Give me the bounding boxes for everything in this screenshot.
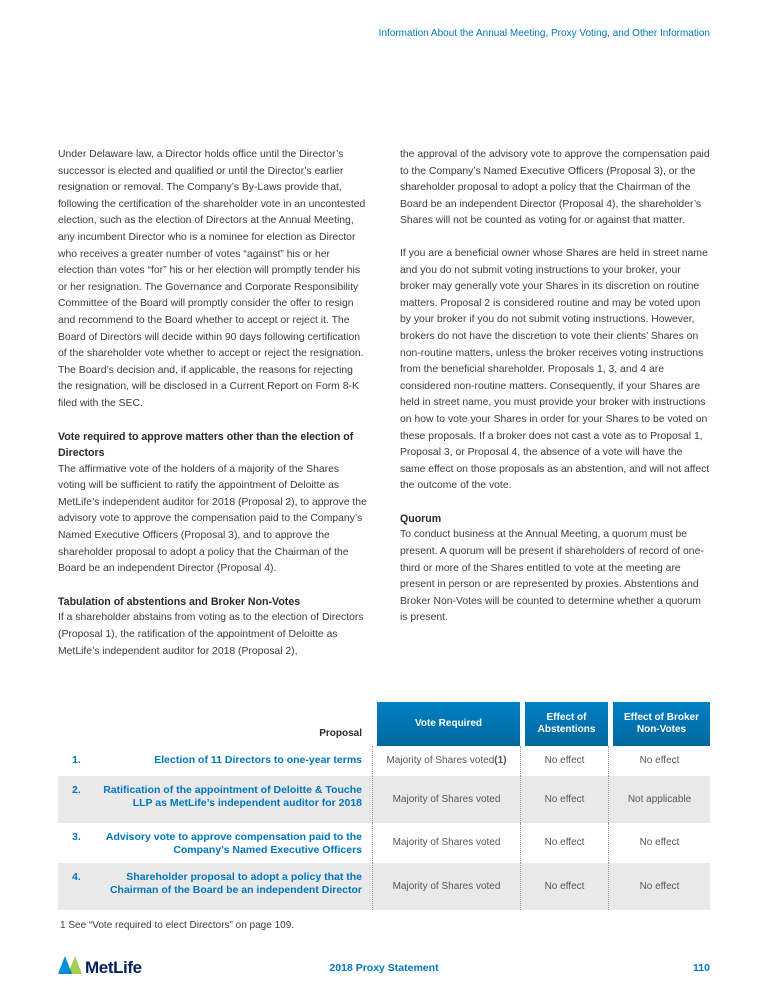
broker-non-votes-cell: No effect — [608, 823, 710, 863]
proposal-title: Shareholder proposal to adopt a policy that the Chairman of the Board be an independent Director — [109, 871, 362, 896]
proposals-table — [58, 702, 710, 931]
vote-required-cell: Majority of Shares voted(1) — [372, 746, 520, 776]
abstentions-cell: No effect — [520, 823, 608, 863]
column-header-proposal: Proposal — [319, 728, 362, 739]
body-paragraph: the approval of the advisory vote to approve the compensation paid to the Company’s Named Executive Officers (Proposal 3), or the shareholder proposal to adopt a policy that the Chairman of the Board be an independent Director (Proposal 4), the shareholder’s Shares will not be counted as voting for or against that matter. — [400, 149, 710, 227]
metlife-wordmark: MetLife — [85, 957, 142, 977]
body-paragraph: If a shareholder abstains from voting as to the election of Directors (Proposal 1), the ratification of the appointment of Deloitte as MetLife’s independent auditor for 2018 (Proposal 2), — [58, 612, 364, 657]
body-paragraph: To conduct business at the Annual Meeting, a quorum must be present. A quorum will be present if shareholders of record of one-third or more of the Shares entitled to vote at the meeting are present in person or are represented by proxies. Abstentions and Broker Non-Votes will be counted to determine whether a quorum is present. — [400, 529, 704, 624]
section-heading-tabulation: Tabulation of abstentions and Broker Non-Votes — [58, 595, 301, 608]
vote-required-cell: Majority of Shares voted — [372, 823, 520, 863]
broker-non-votes-cell: Not applicable — [608, 776, 710, 823]
proposal-number: 3. — [72, 831, 81, 843]
table-header-row — [58, 702, 710, 746]
column-header-effect-broker-non-votes: Effect of Broker Non-Votes — [613, 702, 710, 746]
abstentions-cell: No effect — [520, 746, 608, 776]
body-columns — [58, 147, 710, 676]
vote-required-cell: Majority of Shares voted — [372, 863, 520, 910]
proposal-title: Election of 11 Directors to one-year terms — [154, 754, 362, 766]
table-row — [58, 746, 710, 776]
proposal-number: 4. — [72, 871, 81, 883]
proposal-number: 2. — [72, 784, 81, 796]
vote-required-cell: Majority of Shares voted — [372, 776, 520, 823]
body-paragraph: If you are a beneficial owner whose Shares are held in street name and you do not submit voting instructions to your broker, your broker may generally vote your Shares in its discretion on routine matters. Proposal 2 is considered routine and may be voted upon by your broker if you do not submit voting instructions. However, brokers do not have the discretion to vote their clients’ Shares on non-routine matters, unless the broker receives voting instructions from the beneficial shareholder. Proposals 1, 3, and 4 are considered non-routine matters. Consequently, if your Shares are held in street name, you must provide your broker with instructions on how to vote your Shares in order for your Shares to be voted on these proposals. If a broker does not cast a vote as to Proposal 1, Proposal 3, or Proposal 4, the absence of a vote will have the same effect on those proposals as an abstention, and will not affect the outcome of the vote. — [400, 247, 710, 492]
table-row — [58, 863, 710, 910]
abstentions-cell: No effect — [520, 776, 608, 823]
right-column — [400, 147, 710, 676]
table-footnote: 1 See “Vote required to elect Directors” on page 109. — [60, 920, 295, 931]
abstentions-cell: No effect — [520, 863, 608, 910]
body-paragraph: Under Delaware law, a Director holds office until the Director’s successor is elected and qualified or until the Director’s earlier resignation or removal. The Company’s By-Laws provide that, following the certification of the shareholder vote in an uncontested election, such as the election of Directors at the Annual Meeting, any incumbent Director who is a nominee for election as Director who receives a greater number of votes “against” his or her election than votes “for” his or her election will promptly tender his or her resignation. The Governance and Corporate Responsibility Committee of the Board will promptly consider the offer to resign and recommend to the Board whether to accept or reject it. The Board of Directors will decide within 90 days following certification of the shareholder vote whether to accept or reject the resignation. The Board’s decision and, if applicable, the reasons for rejecting the resignation, will be disclosed in a Current Report on Form 8-K filed with the SEC. — [58, 149, 366, 409]
page-footer — [58, 954, 710, 982]
table-row — [58, 823, 710, 863]
footer-document-title: 2018 Proxy Statement — [329, 962, 439, 974]
column-header-effect-abstentions: Effect of Abstentions — [525, 702, 608, 746]
footer-page-number: 110 — [693, 962, 710, 974]
table-row — [58, 776, 710, 823]
broker-non-votes-cell: No effect — [608, 746, 710, 776]
footnote-marker: (1) — [494, 755, 507, 766]
broker-non-votes-cell: No effect — [608, 863, 710, 910]
section-heading-vote-required: Vote required to approve matters other than the election of Directors — [58, 430, 354, 460]
body-paragraph: The affirmative vote of the holders of a majority of the Shares voting will be sufficient to ratify the appointment of Deloitte as MetLife’s independent auditor for 2018 (Proposal 2), to approve the advisory vote to approve the compensation paid to the Company’s Named Executive Officers (Proposal 3), and to approve the shareholder proposal to adopt a policy that the Chairman of the Board be an independent Director (Proposal 4). — [58, 463, 367, 575]
running-header: Information About the Annual Meeting, Proxy Voting, and Other Information — [378, 28, 710, 39]
section-heading-quorum: Quorum — [400, 512, 442, 525]
left-column — [58, 147, 368, 676]
column-header-vote-required: Vote Required — [377, 702, 520, 746]
proposal-number: 1. — [72, 754, 81, 766]
proposal-title: Ratification of the appointment of Deloitte & Touche LLP as MetLife’s independent auditor for 2018 — [103, 784, 362, 809]
proposal-title: Advisory vote to approve compensation paid to the Company’s Named Executive Officers — [105, 831, 362, 856]
